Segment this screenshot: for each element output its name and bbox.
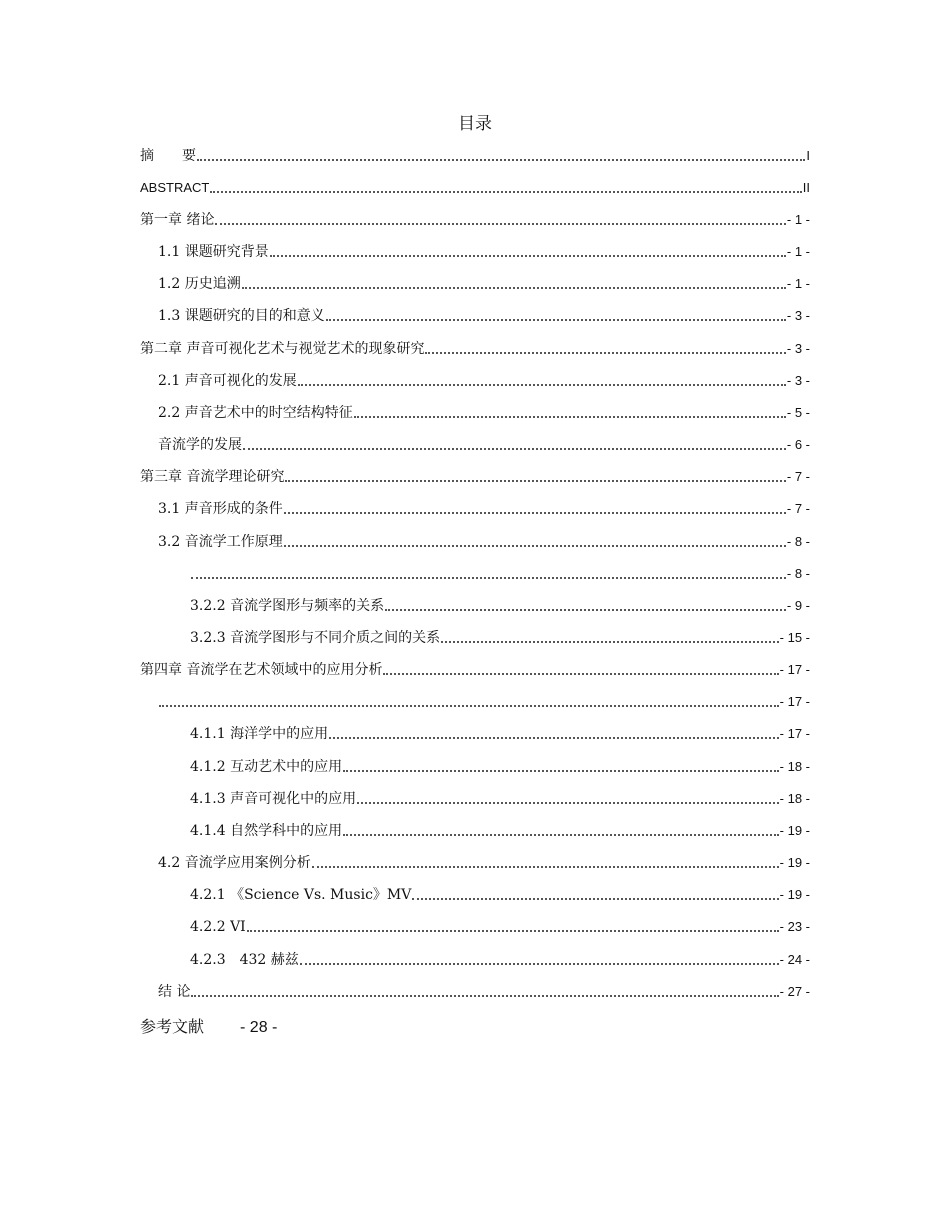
toc-entry-label: 4.1.3 声音可视化中的应用 (190, 791, 357, 807)
toc-entry-page: - 24 - (779, 952, 810, 967)
toc-entry-1-3[interactable] (158, 303, 810, 325)
toc-leader-dots (357, 802, 779, 804)
toc-leader-dots (284, 512, 786, 514)
toc-entry-label: ABSTRACT (140, 180, 210, 195)
toc-leader-dots (312, 866, 779, 868)
toc-entry-label: 2.1 声音可视化的发展 (158, 373, 297, 389)
toc-entry-page: - 6 - (786, 437, 810, 452)
toc-entry-label: 第三章 音流学理论研究 (140, 469, 285, 485)
toc-entry-4-2-2[interactable] (190, 914, 810, 936)
toc-entry-4-1-2[interactable] (190, 754, 810, 776)
toc-entry-page: - 19 - (779, 855, 810, 870)
toc-entry-page: - 7 - (786, 501, 810, 516)
toc-entry-conclusion[interactable] (158, 979, 810, 1001)
toc-entry-page: - 5 - (786, 405, 810, 420)
toc-entry-chapter-1[interactable] (140, 207, 810, 229)
toc-entry-label: 3.2.3 音流学图形与不同介质之间的关系 (190, 630, 441, 646)
toc-leader-dots (191, 577, 786, 579)
toc-entry-page: - 17 - (779, 694, 810, 709)
toc-entry-page: - 15 - (779, 630, 810, 645)
toc-leader-dots (197, 159, 805, 161)
toc-leader-dots (300, 963, 779, 965)
toc-entry-chapter-3[interactable] (140, 464, 810, 486)
toc-leader-dots (270, 255, 786, 257)
toc-entry-4-2-1[interactable] (190, 882, 810, 904)
toc-leader-dots (329, 737, 779, 739)
toc-entry-label: 1.2 历史追溯 (158, 276, 241, 292)
toc-entry-page: - 3 - (786, 373, 810, 388)
toc-leader-dots (383, 673, 778, 675)
toc-entry-label: 第二章 声音可视化艺术与视觉艺术的现象研究 (140, 341, 425, 357)
toc-leader-dots (191, 995, 778, 997)
toc-entry-3-2-2[interactable] (190, 593, 810, 615)
toc-leader-dots (210, 191, 801, 193)
toc-entry-label: 音流学的发展 (158, 437, 242, 453)
toc-leader-dots (298, 384, 786, 386)
toc-entry-label: 4.2 音流学应用案例分析 (158, 855, 311, 871)
toc-entry-page: - 1 - (786, 212, 810, 227)
toc-entry-references[interactable] (140, 1015, 277, 1039)
toc-entry-2-2[interactable] (158, 400, 810, 422)
toc-entry-label: 3.1 声音形成的条件 (158, 501, 283, 517)
toc-title: 目录 (458, 114, 492, 134)
toc-leader-dots (343, 834, 779, 836)
toc-entry-3-1[interactable] (158, 496, 810, 518)
toc-entry-page: - 18 - (779, 791, 810, 806)
toc-entry-page: - 19 - (779, 887, 810, 902)
toc-entry-page: - 17 - (779, 726, 810, 741)
toc-entry-page: - 17 - (779, 662, 810, 677)
toc-entry-page: II (802, 180, 810, 195)
toc-entry-page: - 27 - (779, 984, 810, 999)
toc-entry-page: - 8 - (786, 534, 810, 549)
toc-leader-dots (326, 319, 786, 321)
toc-leader-dots (242, 287, 786, 289)
toc-leader-dots (159, 705, 779, 707)
toc-entry-page: - 8 - (786, 566, 810, 581)
toc-entry-3-2[interactable] (158, 529, 810, 551)
toc-leader-dots (243, 448, 786, 450)
toc-entry-1-1[interactable] (158, 239, 810, 261)
toc-leader-dots (354, 416, 786, 418)
toc-entry-label: 4.2.2 VI (190, 919, 246, 935)
toc-entry-label: 1.1 课题研究背景 (158, 244, 269, 260)
toc-entry-page: - 1 - (786, 276, 810, 291)
toc-entry-1-2[interactable] (158, 271, 810, 293)
toc-entry-4-2[interactable] (158, 850, 810, 872)
toc-entry-label: 2.2 声音艺术中的时空结构特征 (158, 405, 353, 421)
toc-leader-dots (441, 641, 779, 643)
toc-entry-label: 1.3 课题研究的目的和意义 (158, 308, 325, 324)
toc-leader-dots (425, 352, 785, 354)
toc-leader-dots (385, 609, 786, 611)
toc-entry-abstract-en[interactable] (140, 175, 810, 197)
toc-leader-dots (343, 770, 779, 772)
toc-leader-dots (285, 480, 785, 482)
toc-entry-4-1-4[interactable] (190, 818, 810, 840)
toc-entry-chapter-4[interactable] (140, 657, 810, 679)
toc-entry-label: 结 论 (158, 984, 191, 1000)
toc-entry-page: - 3 - (786, 308, 810, 323)
toc-entry-page: - 9 - (786, 598, 810, 613)
toc-entry-page: - 23 - (779, 919, 810, 934)
toc-entry-label: 摘 要 (140, 148, 196, 164)
toc-entry-label: 第一章 绪论 (140, 212, 215, 228)
toc-entry-page: - 7 - (786, 469, 810, 484)
toc-entry-page: - 1 - (786, 244, 810, 259)
toc-entry-page: - 18 - (779, 759, 810, 774)
toc-entry-label: 3.2 音流学工作原理 (158, 534, 283, 550)
toc-leader-dots (412, 898, 778, 900)
toc-entry-label: 第四章 音流学在艺术领域中的应用分析 (140, 662, 383, 678)
toc-entry-4-2-3[interactable] (190, 947, 810, 969)
toc-leader-dots (284, 545, 786, 547)
toc-entry-3-2-1[interactable] (190, 561, 810, 583)
toc-entry-label: 4.1.2 互动艺术中的应用 (190, 759, 343, 775)
toc-entry-page: - 3 - (786, 341, 810, 356)
toc-entry-label: 4.1.4 自然学科中的应用 (190, 823, 343, 839)
toc-entry-abstract-cn[interactable] (140, 143, 810, 165)
toc-entry-label: 参考文献 (140, 1017, 205, 1036)
toc-entry-3-2-3[interactable] (190, 625, 810, 647)
toc-entry-cymatics-development[interactable] (158, 432, 810, 454)
toc-leader-dots (215, 223, 785, 225)
toc-entry-2-1[interactable] (158, 368, 810, 390)
toc-entry-4-1-3[interactable] (190, 786, 810, 808)
toc-entry-4-1-1[interactable] (190, 721, 810, 743)
toc-entry-page: - 28 - (240, 1019, 278, 1036)
toc-entry-label: 3.2.2 音流学图形与频率的关系 (190, 598, 385, 614)
toc-entry-page: I (806, 148, 810, 163)
toc-entry-page: - 19 - (779, 823, 810, 838)
toc-entry-label: 4.2.3 432 赫兹 (190, 952, 299, 968)
toc-leader-dots (247, 930, 779, 932)
toc-entry-label: 4.1.1 海洋学中的应用 (190, 726, 329, 742)
toc-entry-chapter-2[interactable] (140, 336, 810, 358)
toc-entry-4-1[interactable] (158, 689, 810, 711)
toc-entry-label: 4.2.1 《Science Vs. Music》MV (190, 887, 412, 903)
